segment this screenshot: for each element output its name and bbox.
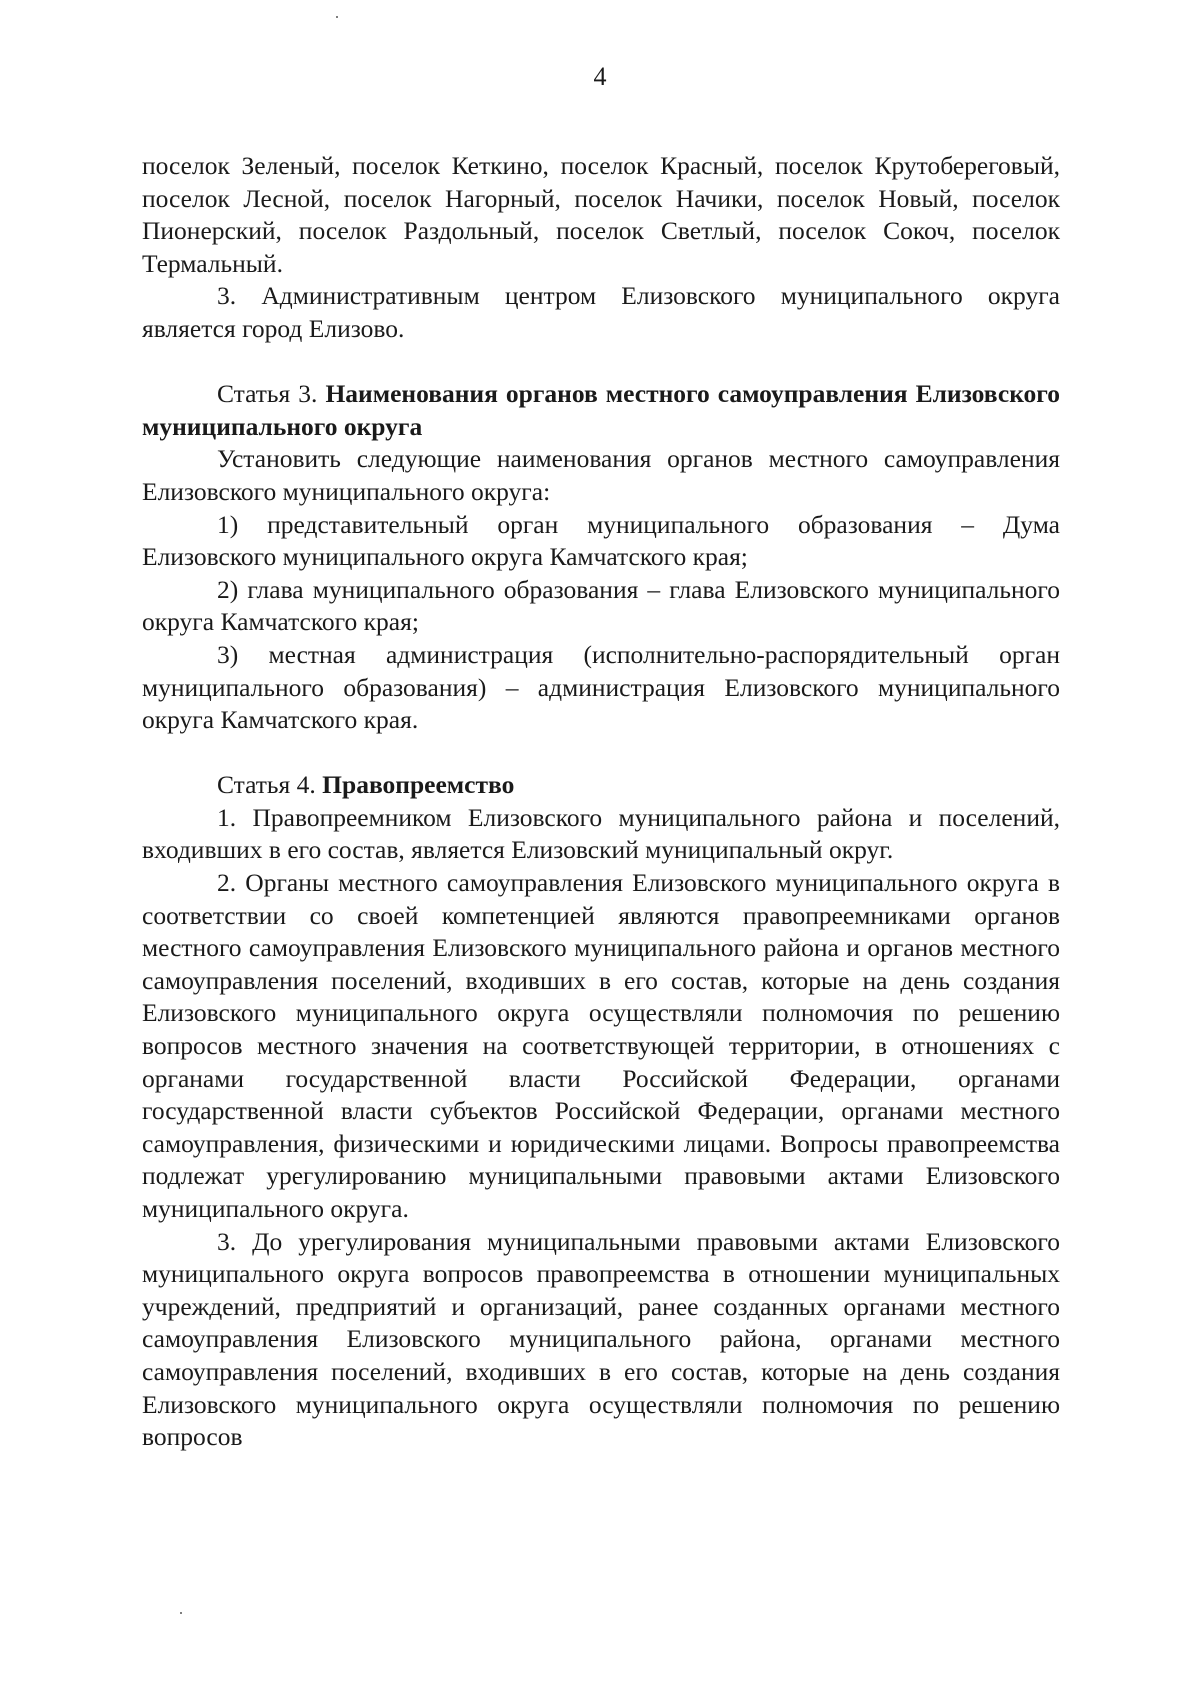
document-body	[142, 150, 1060, 1454]
article-3-prefix: Статья 3.	[217, 379, 326, 409]
article-4-paragraph-2: 2. Органы местного самоуправления Елизовского муниципального округа в соответствии со своей компетенцией являются правопреемниками органов местного самоуправления Елизовского муниципального района и органов местного самоуправления поселений, входивших в его состав, которые на день создания Елизовского муниципального округа осуществляли полномочия по решению вопросов местного значения на соответствующей территории, в отношениях с органами государственной власти Российской Федерации, органами государственной власти субъектов Российской Федерации, органами местного самоуправления, физическими и юридическими лицами. Вопросы правопреемства подлежат урегулированию муниципальными правовыми актами Елизовского муниципального округа.	[142, 868, 1060, 1223]
article-4-heading	[142, 769, 1060, 802]
spacer	[142, 737, 1060, 770]
paragraph-admin-center: 3. Административным центром Елизовского муниципального округа является город Елизово.	[142, 281, 1060, 343]
article-3-item-1: 1) представительный орган муниципального образования – Дума Елизовского муниципального округа Камчатского края;	[142, 509, 1060, 572]
article-4-paragraph-1: 1. Правопреемником Елизовского муниципального района и поселений, входивших в его состав, является Елизовский муниципальный округ.	[142, 802, 1060, 865]
spacer	[142, 346, 1060, 379]
page-number: 4	[593, 62, 607, 91]
article-3-item-3: 3) местная администрация (исполнительно-распорядительный орган муниципального образования) – администрация Елизовского муниципального округа Камчатского края.	[142, 639, 1060, 735]
paragraph-settlements: поселок Зеленый, поселок Кеткино, поселок Красный, поселок Крутобереговый, поселок Лесной, поселок Нагорный, поселок Начики, поселок Новый, поселок Пионерский, поселок Раздольный, поселок Светлый, поселок Сокоч, поселок Термальный.	[142, 151, 1060, 278]
article-3-title: Наименования органов местного самоуправления Елизовского муниципального округа	[142, 379, 1060, 441]
article-4-prefix: Статья 4.	[217, 770, 323, 800]
scan-speck	[336, 16, 338, 18]
article-3-heading	[142, 378, 1060, 443]
scan-speck	[180, 1612, 182, 1614]
article-4-paragraph-3: 3. До урегулирования муниципальными правовыми актами Елизовского муниципального округа вопросов правопреемства в отношении муниципальных учреждений, предприятий и организаций, ранее созданных органами местного самоуправления Елизовского муниципального района, органами местного самоуправления поселений, входивших в его состав, которые на день создания Елизовского муниципального округа осуществляли полномочия по решению вопросов	[142, 1226, 1060, 1452]
article-4-title: Правопреемство	[322, 770, 515, 800]
article-3-intro: Установить следующие наименования органов местного самоуправления Елизовского муниципального округа:	[142, 444, 1060, 506]
article-3-item-2: 2) глава муниципального образования – глава Елизовского муниципального округа Камчатского края;	[142, 574, 1060, 637]
